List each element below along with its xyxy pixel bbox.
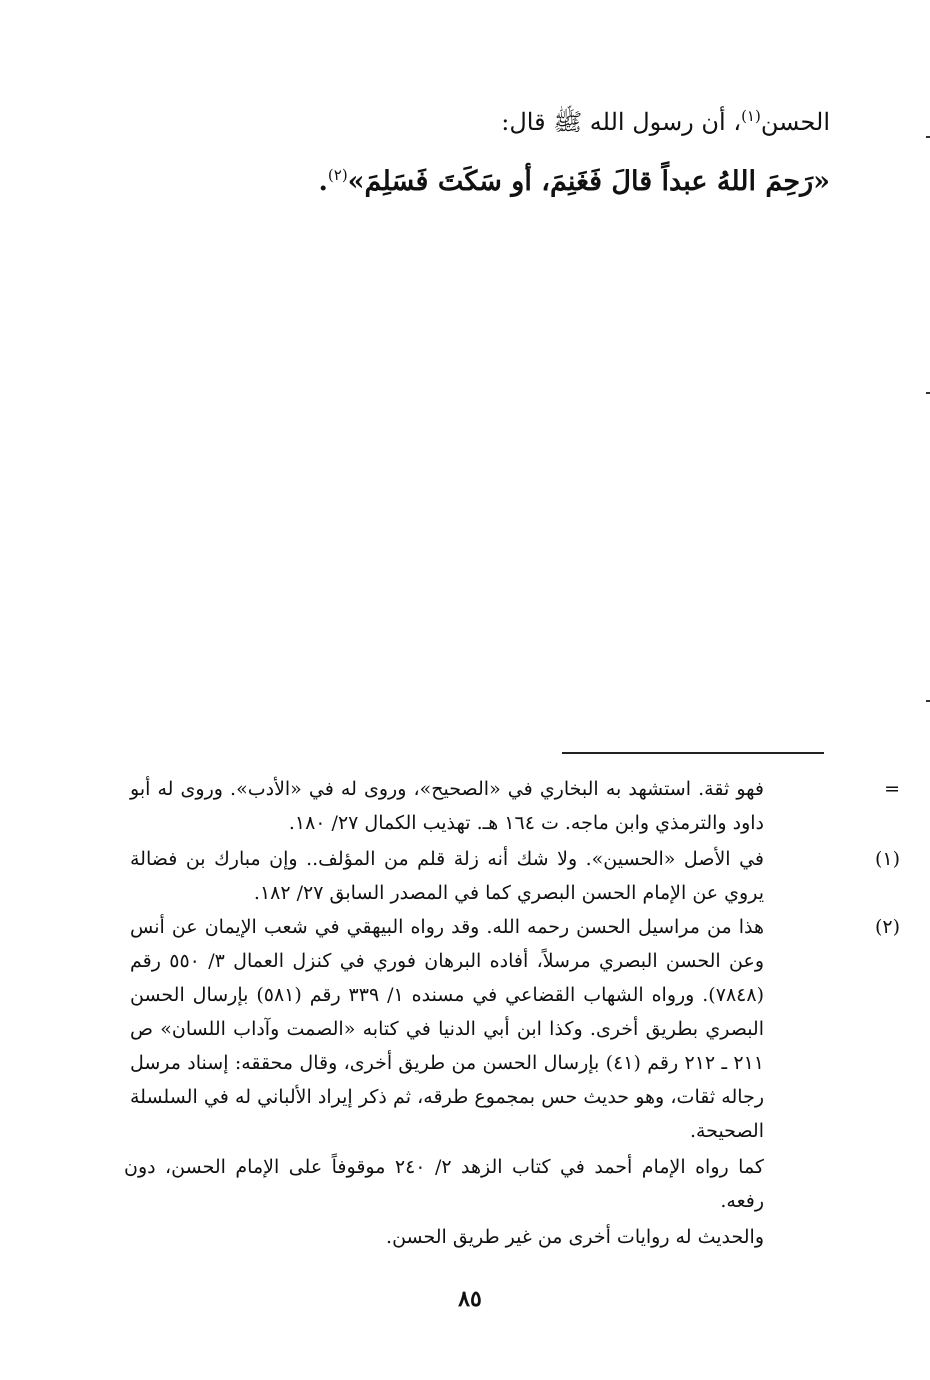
footnote-2-paragraph-2: كما رواه الإمام أحمد في كتاب الزهد ٢/ ٢٤٠ موقوفاً على الإمام الحسن، دون رفعه. bbox=[124, 1156, 764, 1212]
footnote-2-text: هذا من مراسيل الحسن رحمه الله. وقد رواه البيهقي في شعب الإيمان عن أنس وعن الحسن البصري مرسلاً، أفاده البرهان فوري في كنزل العمال ٣/ ٥٥٠ رقم (٧٨٤٨). ورواه الشهاب القضاعي في مسنده ١/ ٣٣٩ رقم (٥٨١) بإرسال الحسن البصري بطريق أخرى. وكذا ابن أبي الدنيا في كتابه «الصمت وآداب اللسان» ص ٢١١ ـ ٢١٢ رقم (٤١) بإرسال الحسن من طريق أخرى، وقال محققه: إسناد مرسل رجاله ثقات، وهو حديث حس بمجموع طرقه، ثم ذكر إيراد الألباني له في السلسلة الصحيحة. bbox=[130, 916, 764, 1142]
footnote-continuation-text: فهو ثقة. استشهد به البخاري في «الصحيح»، وروى له في «الأدب». وروى له أبو داود والترمذي وابن ماجه. ت ١٦٤ هـ. تهذيب الكمال ٢٧/ ١٨٠. bbox=[130, 778, 764, 834]
page-number: ٨٥ bbox=[458, 1286, 482, 1312]
hadith-text bbox=[110, 160, 830, 204]
main-text-line bbox=[110, 102, 830, 142]
margin-tick bbox=[926, 392, 930, 394]
margin-tick bbox=[926, 700, 930, 702]
footnote-ref-2: (٢) bbox=[327, 166, 348, 184]
hadith-end-punct: . bbox=[318, 166, 328, 197]
footnote-separator bbox=[562, 752, 824, 754]
footnote-2-marker: (٢) bbox=[874, 916, 900, 938]
footnote-1-marker: (١) bbox=[874, 848, 900, 870]
main-text-after-ref: ، أن رسول الله ﷺ قال: bbox=[501, 108, 742, 136]
footnote-2-paragraph-3: والحديث له روايات أخرى من غير طريق الحسن. bbox=[386, 1226, 764, 1248]
main-text-before-ref: الحسن bbox=[760, 108, 830, 136]
margin-tick bbox=[926, 136, 930, 138]
footnote-ref-1: (١) bbox=[741, 107, 761, 125]
hadith-quote: «رَحِمَ اللهُ عبداً قالَ فَغَنِمَ، أو سَكَتَ فَسَلِمَ» bbox=[347, 166, 830, 197]
footnote-1-text: في الأصل «الحسين». ولا شك أنه زلة قلم من المؤلف.. وإن مبارك بن فضالة يروي عن الإمام الحسن البصري كما في المصدر السابق ٢٧/ ١٨٢. bbox=[130, 848, 764, 904]
footnote-continuation-marker: = bbox=[884, 778, 900, 800]
